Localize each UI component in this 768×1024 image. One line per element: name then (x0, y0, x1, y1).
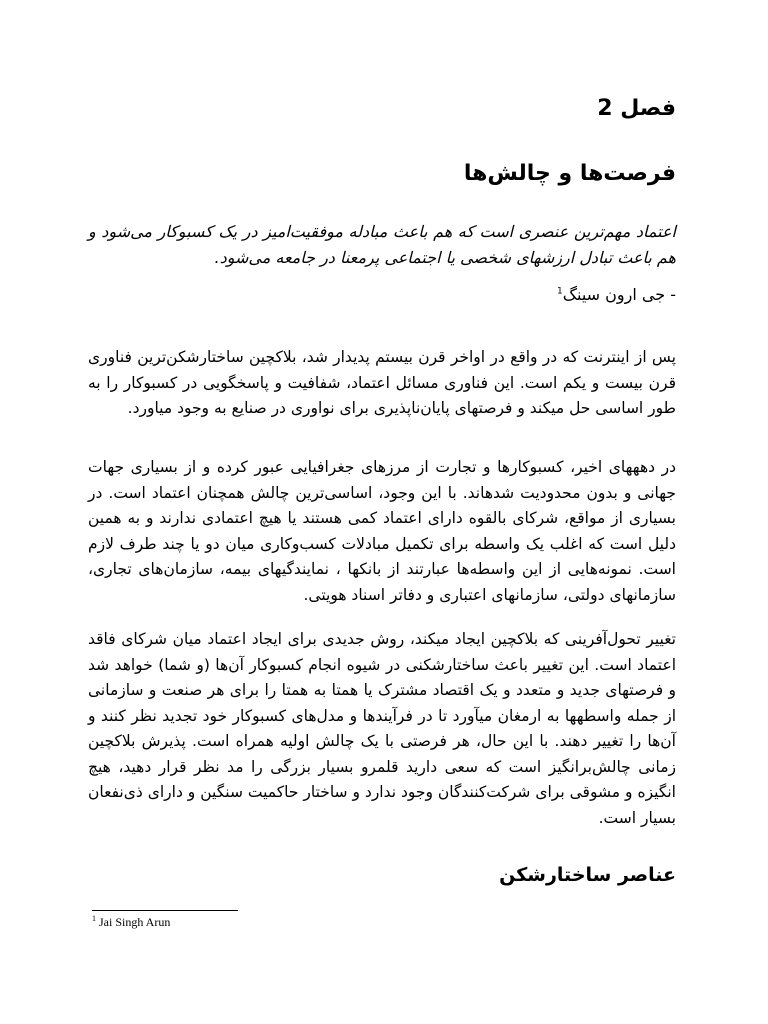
epigraph-author (92, 282, 676, 308)
footnote-text: Jai Singh Arun (99, 915, 171, 929)
body-paragraph-1: پس از اینترنت که در واقع در اواخر قرن بیستم پدیدار شد، بلاکچین ساختارشکن‌ترین فناوری قرن بیست و یکم است. این فناوری مسائل اعتماد، شفافیت و پاسخگویی در کسبوکار را به طور اساسی حل میکند و فرصتهای پایان‌ناپذیری برای نواوری در صنایع به وجود میاورد. (88, 348, 676, 417)
body-paragraph-3: تغییر تحول‌آفرینی که بلاکچین ایجاد میکند، روش جدیدی برای ایجاد اعتماد میان شرکای فاقد اعتماد است. این تغییر باعث ساختارشکنی در شیوه انجام کسبوکار آن‌ها (و شما) خواهد شد و فرصتهای جدید و متعدد و یک اقتصاد مشترک یا همتا به همتا را برای هر صنعت و سازمانی از جمله واسطهها به ارمغان میآورد تا در فرآیندها و مدل‌های کسبوکار خود تجدید نظر کنند و آن‌ها را تغییر دهند. با این حال، هر فرصتی با یک چالش اولیه همراه است. پذیرش بلاکچین زمانی چالش‌برانگیز است که سعی دارید قلمرو بسیار بزرگی را مد نظر قرار دهید، هیچ انگیزه و مشوقی برای شرکت‌کنندگان وجود ندارد و ساختار حاکمیت سنگین و دارای ذی‌نفعان بسیار است. (88, 630, 676, 827)
footnote-divider (92, 910, 238, 911)
footnote-number: 1 (92, 914, 96, 923)
chapter-number: فصل 2 (597, 96, 676, 121)
body-paragraph-2: در دهههای اخیر، کسبوکارها و تجارت از مرزهای جغرافیایی عبور کرده و از بسیاری جهات جهانی و بدون محدودیت شدهاند. با این وجود، اساسی‌ترین چالش همچنان اعتماد است. در بسیاری از مواقع، شرکای بالقوه دارای اعتماد کمی هستند یا هیچ اعتمادی ندارند و به همین دلیل است که اغلب یک واسطه برای تکمیل مبادلات کسب‌وکاری میان دو یا چند طرف لازم است. نمونه‌هایی از این واسطه‌ها عبارتند از بانکها ، نمایندگیهای بیمه، سازمان‌های تجاری، سازمانهای دولتی، سازمانهای اعتباری و دفاتر اسناد هویتی. (88, 458, 676, 604)
epigraph-author-name: - جی ارون سینگ (562, 285, 676, 304)
section-heading: عناصر ساختارشکن (499, 864, 676, 886)
footnote (92, 914, 492, 930)
chapter-title: فرصت‌ها و چالش‌ها (463, 161, 676, 186)
footnote-reference[interactable]: 1 (556, 286, 563, 297)
epigraph-quote: اعتماد مهم‌ترین عنصری است که هم باعث مبادله موفقیت‌امیز در یک کسبوکار می‌شود و هم باعث تبادل ارزشهای شخصی یا اجتماعی پرمعنا در جامعه می‌شود. (88, 222, 676, 267)
